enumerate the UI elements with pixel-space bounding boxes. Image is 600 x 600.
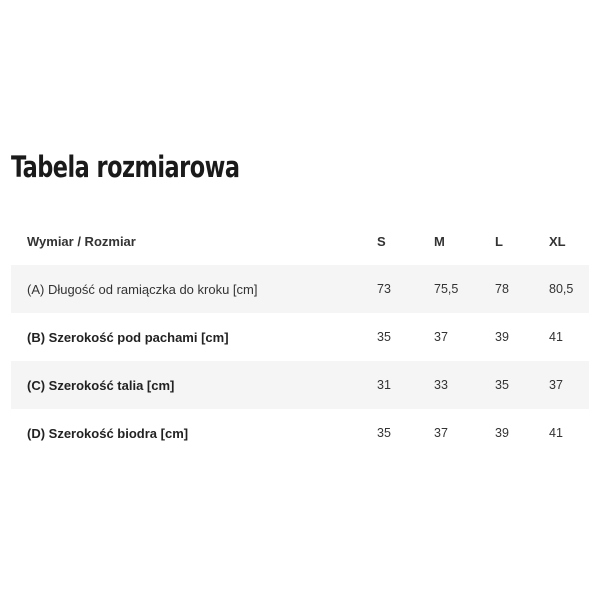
row-label: (D) Szerokość biodra [cm] <box>27 425 189 441</box>
row-label: (B) Szerokość pod pachami [cm] <box>27 329 229 345</box>
table-row <box>11 409 589 457</box>
cell-size-l: 78 <box>495 265 549 313</box>
header-size-l: L <box>495 233 503 249</box>
cell-size-s: 31 <box>367 361 424 409</box>
table-header-row <box>11 217 589 265</box>
header-size-s: S <box>377 233 386 249</box>
cell-size-xl: 80,5 <box>549 265 589 313</box>
cell-size-m: 75,5 <box>424 265 495 313</box>
header-dimension-label: Wymiar / Rozmiar <box>27 233 136 249</box>
header-size-xl: XL <box>549 233 566 249</box>
cell-size-m: 37 <box>434 426 448 440</box>
header-size-m: M <box>434 233 445 249</box>
page-title: Tabela rozmiarowa <box>11 150 240 184</box>
cell-size-l: 39 <box>495 426 509 440</box>
row-label: (C) Szerokość talia [cm] <box>11 361 367 409</box>
cell-size-s: 35 <box>377 330 391 344</box>
cell-size-m: 37 <box>434 330 448 344</box>
cell-size-xl: 37 <box>549 361 589 409</box>
cell-size-s: 73 <box>367 265 424 313</box>
table-row <box>11 361 589 409</box>
cell-size-m: 33 <box>424 361 495 409</box>
size-table <box>11 217 589 457</box>
cell-size-l: 39 <box>495 330 509 344</box>
cell-size-l: 35 <box>495 361 549 409</box>
row-label: (A) Długość od ramiączka do kroku [cm] <box>11 265 367 313</box>
table-row <box>11 265 589 313</box>
cell-size-xl: 41 <box>549 330 563 344</box>
cell-size-xl: 41 <box>549 426 563 440</box>
cell-size-s: 35 <box>377 426 391 440</box>
table-row <box>11 313 589 361</box>
